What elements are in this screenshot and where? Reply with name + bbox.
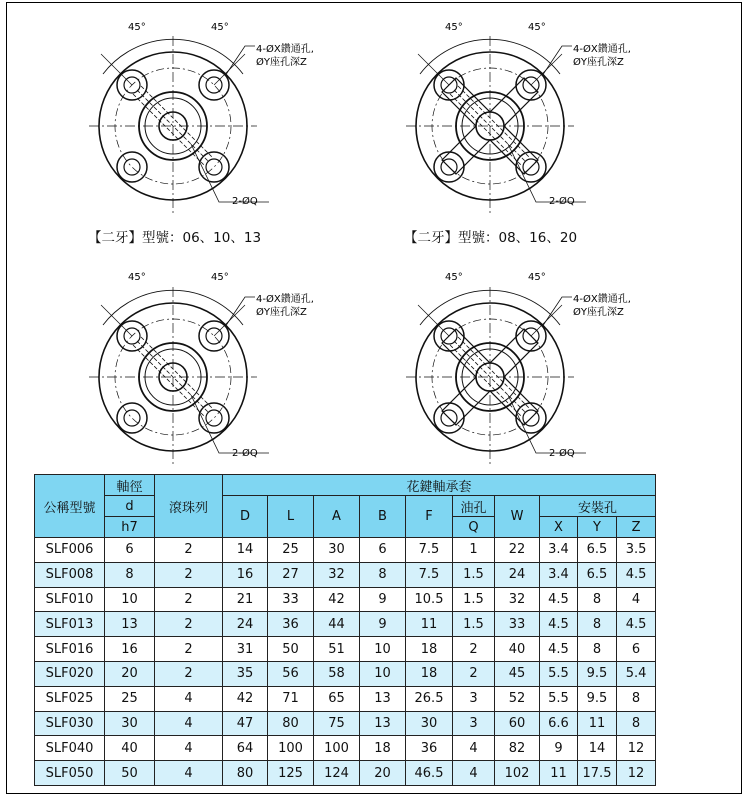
header-F: F (406, 496, 453, 538)
table-cell: 30 (105, 711, 155, 736)
table-cell: 50 (268, 637, 314, 662)
table-cell: 1.5 (453, 612, 495, 637)
header-D: D (223, 496, 268, 538)
table-cell: 56 (268, 661, 314, 686)
table-cell: 3.5 (617, 538, 656, 563)
table-row (35, 562, 656, 587)
angle-left-label-4: 45° (445, 272, 463, 283)
table-cell: 11 (406, 612, 453, 637)
table-cell: 24 (495, 562, 540, 587)
table-cell: 4 (155, 761, 223, 786)
table-cell: 14 (223, 538, 268, 563)
hole-note-1-line2: ØY座孔深Z (256, 57, 307, 68)
table-cell: 4 (453, 761, 495, 786)
model-cell: SLF010 (35, 587, 105, 612)
table-cell: 8 (617, 686, 656, 711)
table-cell: 8 (578, 587, 617, 612)
model-cell: SLF020 (35, 661, 105, 686)
table-cell: 42 (223, 686, 268, 711)
table-cell: 18 (406, 661, 453, 686)
table-cell: 82 (495, 736, 540, 761)
table-cell: 51 (314, 637, 360, 662)
spec-table-body (35, 538, 656, 786)
angle-right-label-1: 45° (211, 22, 229, 33)
table-cell: 4 (155, 686, 223, 711)
table-cell: 46.5 (406, 761, 453, 786)
table-cell: 6.6 (540, 711, 578, 736)
table-cell: 12 (617, 736, 656, 761)
table-cell: 32 (495, 587, 540, 612)
table-cell: 75 (314, 711, 360, 736)
table-cell: 33 (268, 587, 314, 612)
table-cell: 17.5 (578, 761, 617, 786)
table-row (35, 761, 656, 786)
table-cell: 6 (360, 538, 406, 563)
table-cell: 100 (268, 736, 314, 761)
table-cell: 45 (495, 661, 540, 686)
table-cell: 9 (360, 587, 406, 612)
header-X: X (540, 517, 578, 538)
table-cell: 52 (495, 686, 540, 711)
table-cell: 4 (453, 736, 495, 761)
angle-right-label-3: 45° (211, 272, 229, 283)
table-cell: 6 (105, 538, 155, 563)
table-cell: 9.5 (578, 686, 617, 711)
table-cell: 26.5 (406, 686, 453, 711)
table-cell: 2 (155, 587, 223, 612)
table-cell: 20 (105, 661, 155, 686)
table-cell: 32 (314, 562, 360, 587)
drawing-4 (406, 272, 631, 467)
oil-note-1: 2-ØQ (232, 196, 258, 207)
table-row (35, 661, 656, 686)
table-cell: 5.4 (617, 661, 656, 686)
hole-note-3-line2: ØY座孔深Z (256, 307, 307, 318)
table-cell: 8 (578, 637, 617, 662)
table-cell: 1 (453, 538, 495, 563)
table-cell: 18 (406, 637, 453, 662)
table-cell: 8 (360, 562, 406, 587)
table-cell: 2 (453, 637, 495, 662)
table-cell: 2 (155, 562, 223, 587)
table-cell: 6.5 (578, 562, 617, 587)
table-cell: 65 (314, 686, 360, 711)
oil-note-4: 2-ØQ (549, 448, 575, 459)
table-row (35, 686, 656, 711)
table-cell: 80 (223, 761, 268, 786)
model-cell: SLF030 (35, 711, 105, 736)
table-cell: 16 (223, 562, 268, 587)
spec-table (34, 474, 656, 786)
table-cell: 11 (540, 761, 578, 786)
angle-left-label-2: 45° (445, 22, 463, 33)
drawing-3 (89, 272, 314, 467)
table-cell: 125 (268, 761, 314, 786)
table-row (35, 538, 656, 563)
table-cell: 4.5 (540, 612, 578, 637)
table-row (35, 736, 656, 761)
table-row (35, 711, 656, 736)
oil-note-3: 2-ØQ (232, 448, 258, 459)
table-cell: 42 (314, 587, 360, 612)
model-cell: SLF006 (35, 538, 105, 563)
table-cell: 13 (360, 686, 406, 711)
header-Q: Q (453, 517, 495, 538)
table-cell: 8 (105, 562, 155, 587)
oil-note-2: 2-ØQ (549, 196, 575, 207)
table-cell: 2 (155, 637, 223, 662)
model-cell: SLF013 (35, 612, 105, 637)
table-cell: 3.4 (540, 562, 578, 587)
table-row (35, 587, 656, 612)
table-cell: 40 (105, 736, 155, 761)
header-A: A (314, 496, 360, 538)
model-cell: SLF050 (35, 761, 105, 786)
table-cell: 36 (268, 612, 314, 637)
header-oil: 油孔 (453, 496, 495, 517)
header-bushing: 花鍵軸承套 (223, 475, 656, 496)
table-cell: 9 (360, 612, 406, 637)
table-cell: 30 (314, 538, 360, 563)
table-cell: 21 (223, 587, 268, 612)
table-cell: 102 (495, 761, 540, 786)
header-shaft-d: d (105, 496, 155, 517)
drawing-2-caption: 【二牙】型號：08、16、20 (404, 230, 578, 246)
table-cell: 40 (495, 637, 540, 662)
table-cell: 14 (578, 736, 617, 761)
header-Y: Y (578, 517, 617, 538)
table-cell: 2 (453, 661, 495, 686)
hole-note-4-line2: ØY座孔深Z (573, 307, 624, 318)
header-mount: 安裝孔 (540, 496, 656, 517)
table-cell: 2 (155, 661, 223, 686)
table-cell: 5.5 (540, 661, 578, 686)
header-shaft: 軸徑 (105, 475, 155, 496)
table-cell: 4.5 (540, 637, 578, 662)
table-cell: 10 (360, 637, 406, 662)
header-W: W (495, 496, 540, 538)
header-model: 公稱型號 (35, 475, 105, 538)
model-cell: SLF025 (35, 686, 105, 711)
header-L: L (268, 496, 314, 538)
table-cell: 16 (105, 637, 155, 662)
table-cell: 4.5 (617, 562, 656, 587)
table-cell: 22 (495, 538, 540, 563)
header-B: B (360, 496, 406, 538)
angle-right-label-2: 45° (528, 22, 546, 33)
hole-note-2-line1: 4-ØX鑽通孔, (573, 44, 631, 55)
hole-note-2-line2: ØY座孔深Z (573, 57, 624, 68)
header-Z: Z (617, 517, 656, 538)
table-cell: 10.5 (406, 587, 453, 612)
table-cell: 80 (268, 711, 314, 736)
model-cell: SLF016 (35, 637, 105, 662)
table-cell: 33 (495, 612, 540, 637)
model-cell: SLF008 (35, 562, 105, 587)
table-cell: 3.4 (540, 538, 578, 563)
table-row (35, 637, 656, 662)
table-cell: 7.5 (406, 562, 453, 587)
drawing-1-caption: 【二牙】型號：06、10、13 (88, 230, 262, 246)
table-cell: 2 (155, 612, 223, 637)
header-shaft-tol: h7 (105, 517, 155, 538)
table-cell: 20 (360, 761, 406, 786)
table-cell: 4 (155, 711, 223, 736)
table-cell: 10 (105, 587, 155, 612)
table-cell: 30 (406, 711, 453, 736)
table-cell: 24 (223, 612, 268, 637)
table-cell: 13 (105, 612, 155, 637)
table-cell: 10 (360, 661, 406, 686)
table-cell: 4 (155, 736, 223, 761)
table-cell: 1.5 (453, 587, 495, 612)
table-cell: 4.5 (540, 587, 578, 612)
header-balls: 滾珠列 (155, 475, 223, 538)
table-cell: 5.5 (540, 686, 578, 711)
table-cell: 47 (223, 711, 268, 736)
table-cell: 71 (268, 686, 314, 711)
table-cell: 58 (314, 661, 360, 686)
angle-right-label-4: 45° (528, 272, 546, 283)
table-cell: 6.5 (578, 538, 617, 563)
angle-left-label-1: 45° (128, 22, 146, 33)
table-cell: 12 (617, 761, 656, 786)
table-cell: 13 (360, 711, 406, 736)
table-cell: 31 (223, 637, 268, 662)
table-cell: 64 (223, 736, 268, 761)
table-cell: 36 (406, 736, 453, 761)
hole-note-4-line1: 4-ØX鑽通孔, (573, 294, 631, 305)
table-row (35, 612, 656, 637)
table-cell: 7.5 (406, 538, 453, 563)
table-cell: 9 (540, 736, 578, 761)
table-cell: 2 (155, 538, 223, 563)
drawing-2 (406, 22, 631, 216)
table-cell: 4 (617, 587, 656, 612)
table-cell: 25 (105, 686, 155, 711)
table-cell: 3 (453, 686, 495, 711)
table-cell: 25 (268, 538, 314, 563)
hole-note-3-line1: 4-ØX鑽通孔, (256, 294, 314, 305)
table-cell: 1.5 (453, 562, 495, 587)
angle-left-label-3: 45° (128, 272, 146, 283)
table-cell: 18 (360, 736, 406, 761)
table-cell: 44 (314, 612, 360, 637)
table-cell: 4.5 (617, 612, 656, 637)
table-cell: 35 (223, 661, 268, 686)
table-cell: 124 (314, 761, 360, 786)
table-cell: 8 (617, 711, 656, 736)
table-cell: 3 (453, 711, 495, 736)
table-cell: 50 (105, 761, 155, 786)
table-cell: 6 (617, 637, 656, 662)
table-cell: 60 (495, 711, 540, 736)
drawing-1 (89, 22, 314, 216)
table-cell: 11 (578, 711, 617, 736)
model-cell: SLF040 (35, 736, 105, 761)
table-cell: 9.5 (578, 661, 617, 686)
table-cell: 27 (268, 562, 314, 587)
table-cell: 8 (578, 612, 617, 637)
hole-note-1-line1: 4-ØX鑽通孔, (256, 44, 314, 55)
table-cell: 100 (314, 736, 360, 761)
